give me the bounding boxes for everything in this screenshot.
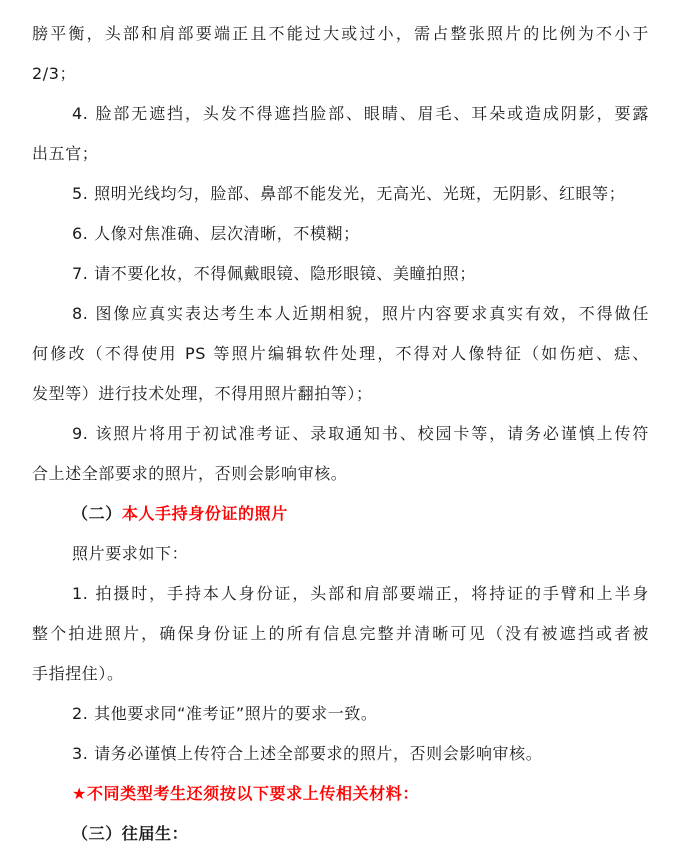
list-item-8: 8. 图像应真实表达考生本人近期相貌，照片内容要求真实有效，不得做任 (72, 304, 649, 323)
photo-req-item-1-cont: 整个拍进照片，确保身份证上的所有信息完整并清晰可见（没有被遮挡或者被 (32, 624, 649, 643)
list-item-7: 7. 请不要化妆，不得佩戴眼镜、隐形眼镜、美瞳拍照； (72, 264, 476, 283)
list-item-8-cont: 何修改（不得使用 PS 等照片编辑软件处理，不得对人像特征（如伤疤、痣、 (32, 344, 649, 363)
list-item-4: 4. 脸部无遮挡，头发不得遮挡脸部、眼睛、眉毛、耳朵或造成阴影，要露 (72, 104, 649, 123)
section-heading-2 (72, 504, 288, 524)
list-item-9-cont: 合上述全部要求的照片，否则会影响审核。 (32, 464, 348, 483)
photo-req-item-1-cont: 手指捏住）。 (32, 664, 124, 683)
list-item-5: 5. 照明光线均匀，脸部、鼻部不能发光，无高光、光斑，无阴影、红眼等； (72, 184, 626, 203)
list-item-6: 6. 人像对焦准确、层次清晰，不模糊； (72, 224, 360, 243)
notice-text: ★不同类型考生还须按以下要求上传相关材料： (72, 784, 419, 803)
section-heading-prefix: （二） (72, 504, 122, 523)
section-intro: 照片要求如下： (72, 544, 189, 563)
section-heading-3: （三）往届生： (72, 824, 189, 843)
photo-req-item-2: 2. 其他要求同“准考证”照片的要求一致。 (72, 704, 378, 723)
list-item-9: 9. 该照片将用于初试准考证、录取通知书、校园卡等，请务必谨慎上传符 (72, 424, 649, 443)
section-heading-text: 本人手持身份证的照片 (121, 504, 288, 523)
photo-req-item-1: 1. 拍摄时，手持本人身份证，头部和肩部要端正，将持证的手臂和上半身 (72, 584, 649, 603)
paragraph-line: 膀平衡，头部和肩部要端正且不能过大或过小，需占整张照片的比例为不小于 (32, 24, 649, 43)
list-item-8-cont: 发型等）进行技术处理，不得用照片翻拍等）； (32, 384, 373, 403)
paragraph-line: 2/3； (32, 64, 77, 83)
photo-req-item-3: 3. 请务必谨慎上传符合上述全部要求的照片，否则会影响审核。 (72, 744, 543, 763)
list-item-4-cont: 出五官； (32, 144, 99, 163)
